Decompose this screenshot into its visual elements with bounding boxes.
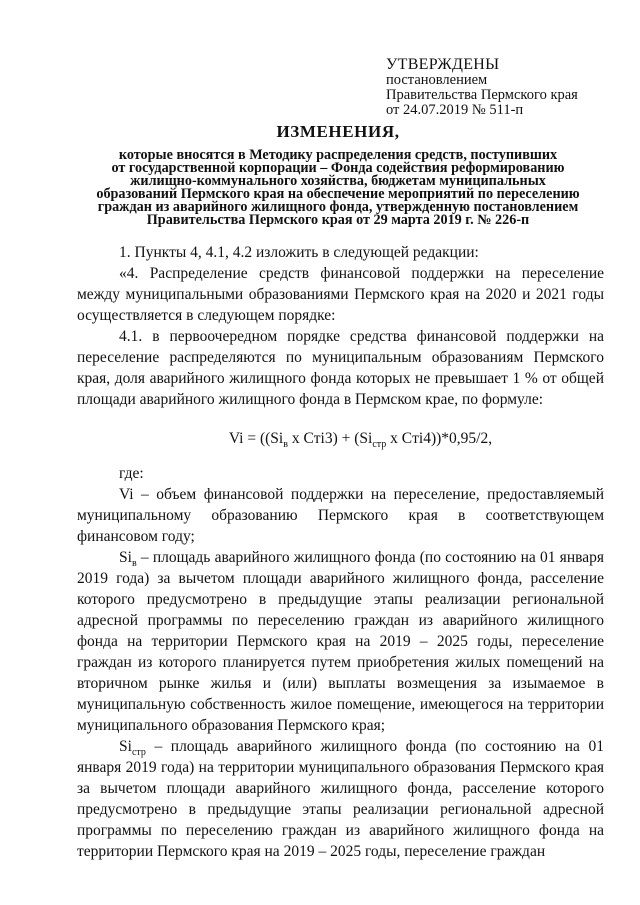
term-si-str: Si xyxy=(119,738,132,755)
title-line-5: граждан из аварийного жилищного фонда, утвержденную постановлением xyxy=(97,199,579,215)
formula-part-c: x Cтi4))*0,95/2, xyxy=(386,430,493,447)
paragraph-definition-si-v xyxy=(77,547,604,736)
approval-heading: УТВЕРЖДЕНЫ xyxy=(386,56,500,73)
title-line-1: которые вносятся в Методику распределения средств, поступивших xyxy=(118,147,558,163)
document-title xyxy=(76,122,600,227)
title-line-4: образований Пермского края на обеспечение мероприятий по переселению xyxy=(96,186,580,202)
title-line-3: жилищно-коммунального хозяйства, бюджетам муниципальных xyxy=(130,173,546,189)
paragraph-item-4-1: 4.1. в первоочередном порядке средства финансовой поддержки на переселение распределяются по муниципальным образованиям Пермского края, доля аварийного жилищного фонда которых не превышает 1 % от общей площади аварийного жилищного фонда в Пермском крае, по формуле: xyxy=(77,328,604,408)
paragraph-definition-si-str xyxy=(77,736,604,862)
formula-subscript-a: в xyxy=(283,439,288,451)
document-body xyxy=(77,242,604,862)
paragraph-item-4: «4. Распределение средств финансовой поддержки на переселение между муниципальными образованиями Пермского края на 2020 и 2021 годы осуществляется в следующем порядке: xyxy=(77,265,604,324)
paragraph-item-1: 1. Пункты 4, 4.1, 4.2 изложить в следующей редакции: xyxy=(119,244,479,261)
paragraph-definition-vi: Vi – объем финансовой поддержки на переселение, предоставляемый муниципальному образованию Пермского края в соответствующем финансовом году; xyxy=(77,486,604,545)
term-si: Si xyxy=(119,549,132,566)
approval-line-resolution: постановлением xyxy=(386,72,488,88)
formula xyxy=(77,428,604,449)
paragraph-where: где: xyxy=(119,465,144,482)
formula-subscript-b: стр xyxy=(372,439,387,451)
term-si-subscript: в xyxy=(131,558,137,570)
title-main: ИЗМЕНЕНИЯ, xyxy=(276,122,400,141)
formula-part-b: x Cтi3) + (Si xyxy=(287,430,373,447)
approval-stamp xyxy=(386,56,578,118)
term-si-str-subscript: стр xyxy=(131,747,146,759)
title-line-2: от государственной корпорации – Фонда содействия реформированию xyxy=(111,160,565,176)
title-line-6: Правительства Пермского края от 29 марта 2019 г. № 226-п xyxy=(146,212,530,228)
formula-part-a: Vi = ((Si xyxy=(228,430,284,447)
definition-si-v-text: – площадь аварийного жилищного фонда (по состоянию на 01 января 2019 года) за вычетом площади аварийного жилищного фонда, расселение которого предусмотрено в предыдущие этапы реализации региональной адресной программы по переселению граждан из аварийного жилищного фонда на территории Пермского края на 2019 – 2025 годы, переселение граждан из которого планируется путем приобретения жилых помещений на вторичном рынке жилья и (или) выплаты возмещения за изымаемое в муниципальную собственность жилое помещение, имеющегося на территории муниципального образования Пермского края; xyxy=(77,549,604,734)
approval-line-government: Правительства Пермского края xyxy=(386,87,578,103)
approval-line-date-number: от 24.07.2019 № 511-п xyxy=(386,102,524,118)
definition-si-str-text: – площадь аварийного жилищного фонда (по состоянию на 01 января 2019 года) на территории муниципального образования Пермского края за вычетом площади аварийного жилищного фонда, расселение которого предусмотрено в предыдущие этапы реализации региональной адресной программы по переселению граждан из аварийного жилищного фонда на территории Пермского края на 2019 – 2025 годы, переселение граждан xyxy=(77,738,604,860)
